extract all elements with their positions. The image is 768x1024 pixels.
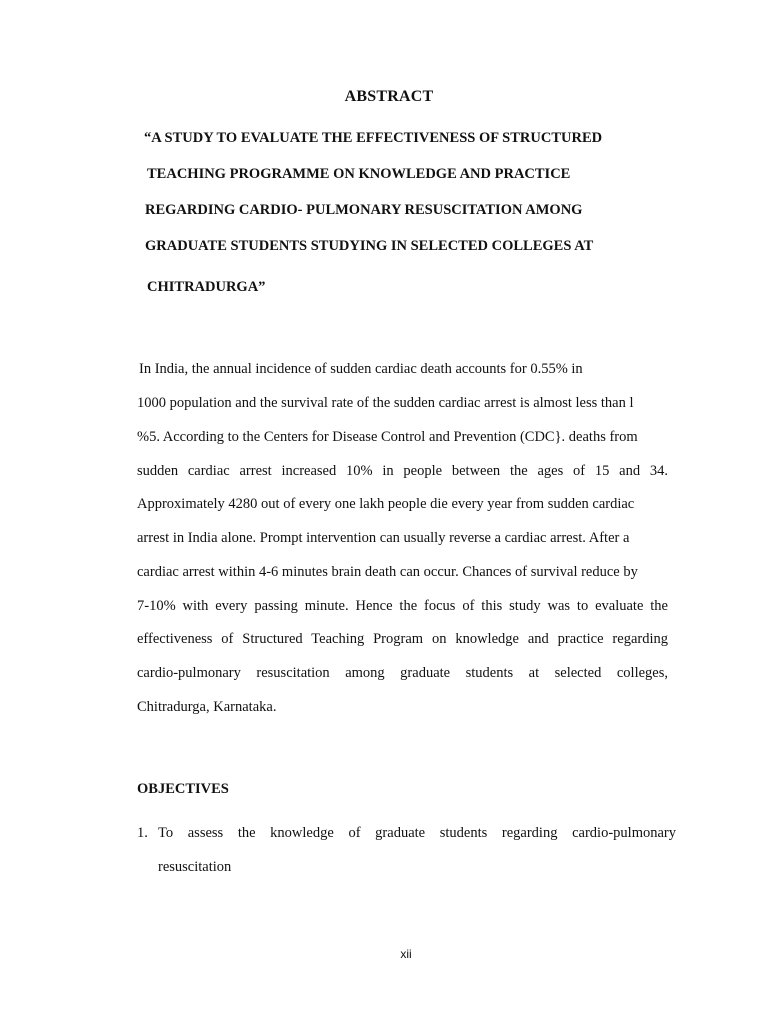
page-number: xii: [400, 947, 412, 961]
list-item-number: 1.: [137, 825, 148, 841]
study-title-line: TEACHING PROGRAMME ON KNOWLEDGE AND PRACTICE: [147, 166, 571, 182]
paragraph-line: In India, the annual incidence of sudden cardiac death accounts for 0.55% in: [139, 361, 583, 377]
paragraph-line: effectiveness of Structured Teaching Program on knowledge and practice regarding: [137, 631, 668, 647]
list-item-line: resuscitation: [158, 859, 232, 875]
study-title-line: “A STUDY TO EVALUATE THE EFFECTIVENESS OF STRUCTURED: [144, 130, 603, 146]
abstract-heading: ABSTRACT: [344, 88, 434, 105]
paragraph-line: cardiac arrest within 4-6 minutes brain death can occur. Chances of survival reduce by: [137, 564, 638, 580]
paragraph-line: sudden cardiac arrest increased 10% in people between the ages of 15 and 34.: [137, 463, 668, 479]
list-item-line: To assess the knowledge of graduate students regarding cardio-pulmonary: [158, 825, 676, 841]
paragraph-line: arrest in India alone. Prompt intervention can usually reverse a cardiac arrest. After a: [137, 530, 630, 546]
study-title-line: CHITRADURGA”: [147, 279, 266, 295]
paragraph-line: 7-10% with every passing minute. Hence the focus of this study was to evaluate the: [137, 598, 668, 614]
study-title-line: REGARDING CARDIO- PULMONARY RESUSCITATION AMONG: [145, 202, 583, 218]
objectives-heading: OBJECTIVES: [137, 781, 229, 797]
paragraph-line: Approximately 4280 out of every one lakh people die every year from sudden cardiac: [137, 496, 635, 512]
study-title-line: GRADUATE STUDENTS STUDYING IN SELECTED COLLEGES AT: [145, 238, 594, 254]
paragraph-line: %5. According to the Centers for Disease Control and Prevention (CDC}. deaths from: [137, 429, 638, 445]
paragraph-line: cardio-pulmonary resuscitation among graduate students at selected colleges,: [137, 665, 668, 681]
paragraph-line: 1000 population and the survival rate of the sudden cardiac arrest is almost less than l: [137, 395, 634, 411]
paragraph-line: Chitradurga, Karnataka.: [137, 699, 277, 715]
